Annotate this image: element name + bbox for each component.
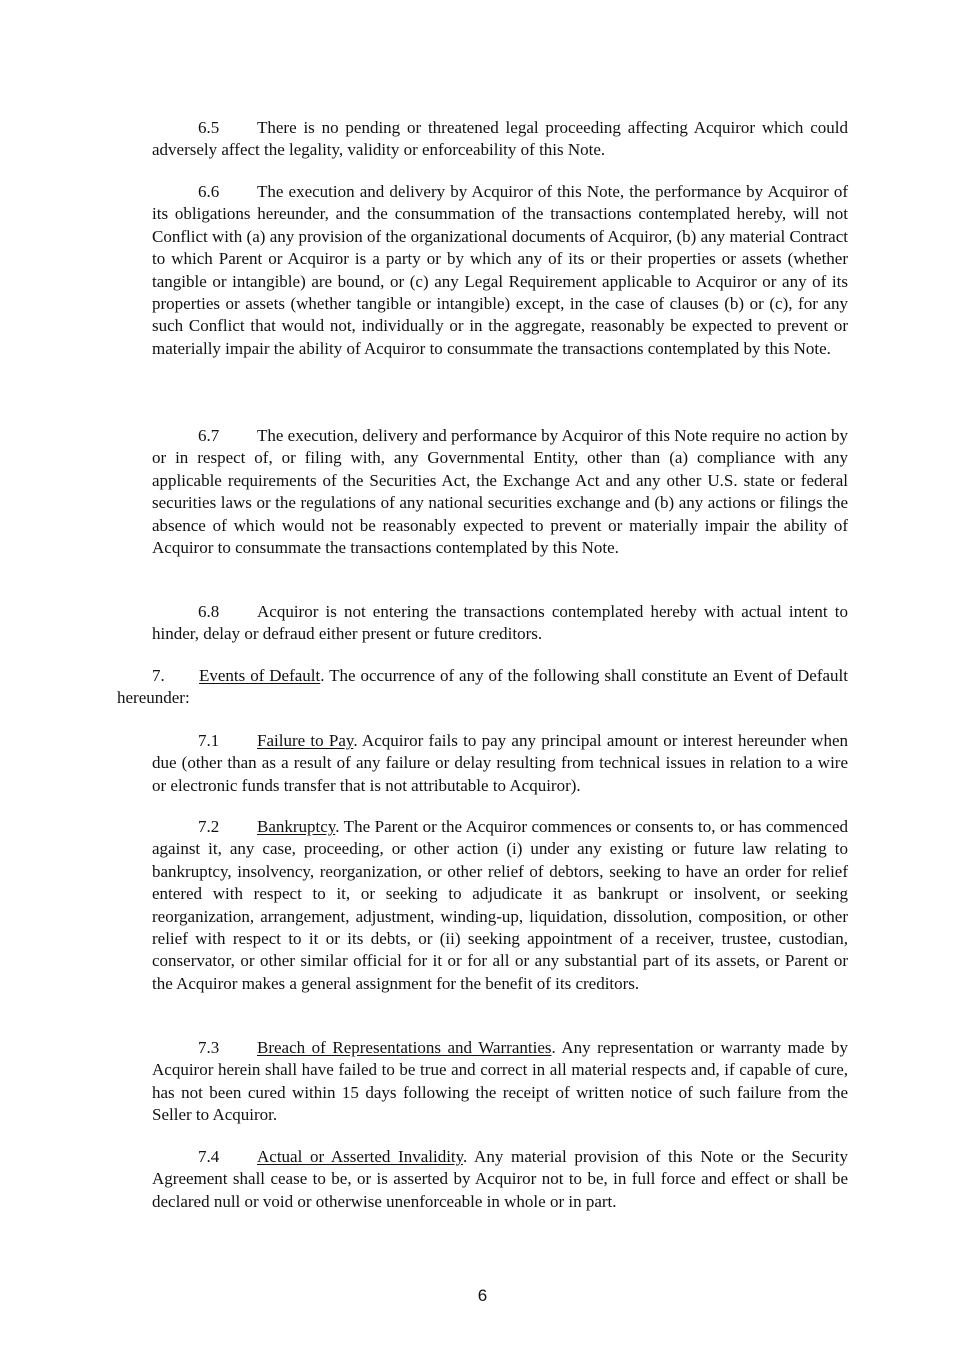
section-7-2	[152, 816, 848, 995]
section-heading: Bankruptcy	[257, 817, 336, 836]
section-6-8	[152, 601, 848, 646]
section-text: Acquiror is not entering the transactions contemplated hereby with actual intent to hinder, delay or defraud either present or future creditors.	[152, 602, 848, 644]
section-heading: Events of Default	[199, 666, 321, 685]
section-7-3	[152, 1037, 848, 1127]
page-number: 6	[477, 1286, 488, 1305]
section-number: 7.3	[198, 1038, 220, 1057]
section-heading: Actual or Asserted Invalidity	[257, 1147, 464, 1166]
section-text: The execution and delivery by Acquiror of this Note, the performance by Acquiror of its obligations hereunder, and the consummation of the transactions contemplated hereby, will not Conflict with (a) any provision of the organizational documents of Acquiror, (b) any material Contract to which Parent or Acquiror is a party or by which any of its or their properties or assets (whether tangible or intangible) are bound, or (c) any Legal Requirement applicable to Acquiror or any of its properties or assets (whether tangible or intangible) except, in the case of clauses (b) or (c), for any such Conflict that would not, individually or in the aggregate, reasonably be expected to prevent or materially impair the ability of Acquiror to consummate the transactions contemplated by this Note.	[152, 182, 848, 358]
section-number: 6.7	[198, 426, 220, 445]
section-heading: Breach of Representations and Warranties	[257, 1038, 552, 1057]
section-number: 6.6	[198, 182, 220, 201]
section-text: . The Parent or the Acquiror commences or consents to, or has commenced against it, any case, proceeding, or other action (i) under any existing or future law relating to bankruptcy, insolvency, reorganization, or other relief of debtors, seeking to have an order for relief entered with respect to it, or seeking to adjudicate it as bankrupt or insolvent, or seeking reorganization, arrangement, adjustment, winding-up, liquidation, dissolution, composition, or other relief with respect to it or its debts, or (ii) seeking appointment of a receiver, trustee, custodian, conservator, or other similar official for it or for all or any substantial part of its assets, or Parent or the Acquiror makes a general assignment for the benefit of its creditors.	[152, 817, 848, 993]
section-number: 7.	[152, 666, 165, 685]
section-text: There is no pending or threatened legal proceeding affecting Acquiror which could adversely affect the legality, validity or enforceability of this Note.	[152, 118, 848, 160]
section-text: . Any material provision of this Note or the Security Agreement shall cease to be, or is asserted by Acquiror not to be, in full force and effect or shall be declared null or void or otherwise unenforceable in whole or in part.	[152, 1147, 848, 1211]
section-6-7	[152, 425, 848, 559]
section-number: 7.1	[198, 731, 220, 750]
section-7	[117, 665, 848, 710]
section-heading: Failure to Pay	[257, 731, 354, 750]
section-number: 7.4	[198, 1147, 220, 1166]
section-text: . The occurrence of any of the following shall constitute an Event of Default hereunder:	[117, 666, 848, 708]
section-7-4	[152, 1146, 848, 1213]
section-text: The execution, delivery and performance by Acquiror of this Note require no action by or in respect of, or filing with, any Governmental Entity, other than (a) compliance with any applicable requirements of the Securities Act, the Exchange Act and any other U.S. state or federal securities laws or the regulations of any national securities exchange and (b) any actions or filings the absence of which would not be reasonably expected to prevent or materially impair the ability of Acquiror to consummate the transactions contemplated by this Note.	[152, 426, 849, 558]
section-6-5	[152, 117, 848, 162]
section-6-6	[152, 181, 848, 360]
section-text: . Any representation or warranty made by Acquiror herein shall have failed to be true and correct in all material respects and, if capable of cure, has not been cured within 15 days following the receipt of written notice of such failure from the Seller to Acquiror.	[152, 1038, 848, 1125]
section-text: . Acquiror fails to pay any principal amount or interest hereunder when due (other than as a result of any failure or delay resulting from technical issues in relation to a wire or electronic funds transfer that is not attributable to Acquiror).	[152, 731, 848, 795]
section-number: 6.8	[198, 602, 220, 621]
section-number: 6.5	[198, 118, 220, 137]
section-7-1	[152, 730, 848, 797]
section-number: 7.2	[198, 817, 220, 836]
